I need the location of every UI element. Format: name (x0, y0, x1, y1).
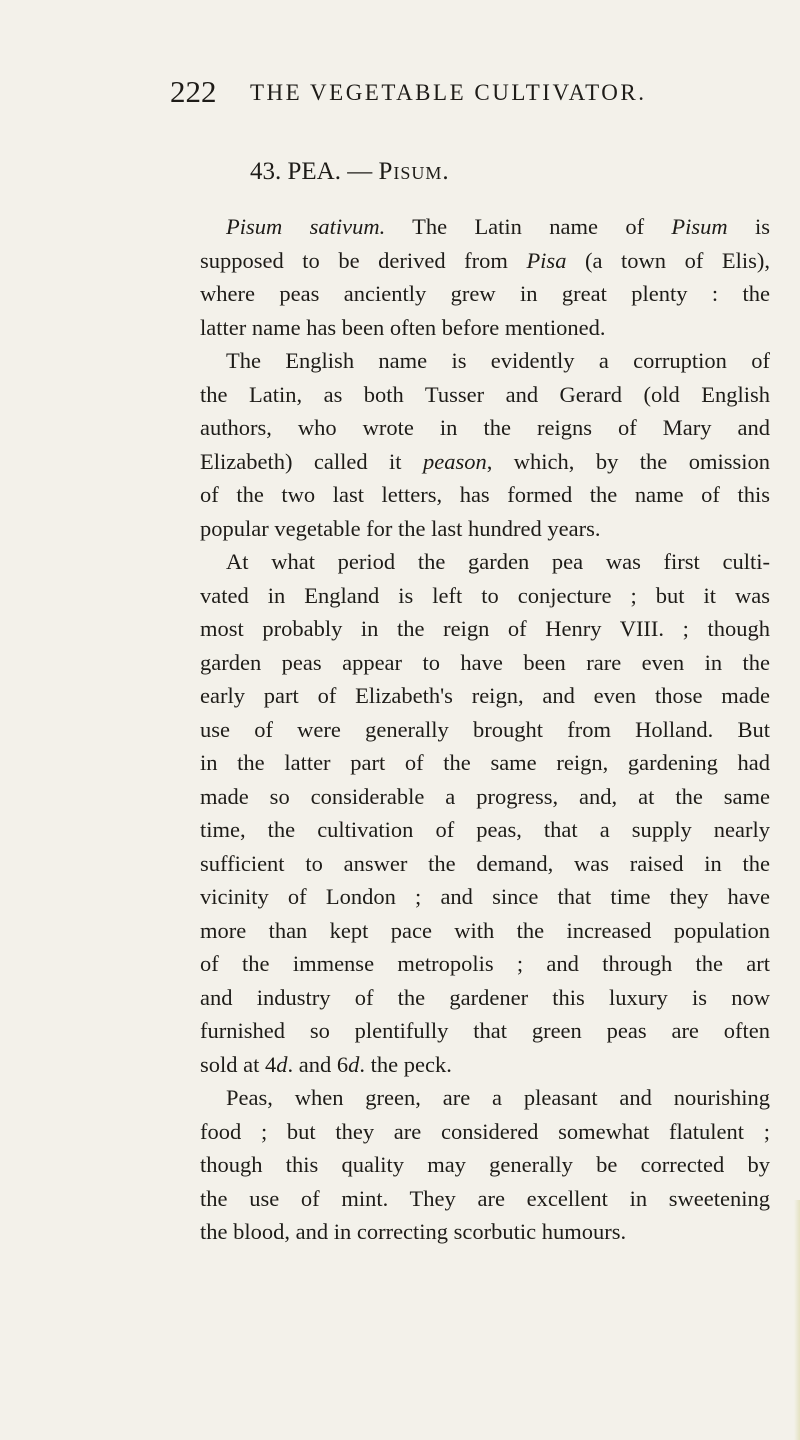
text-line: sold at 4d. and 6d. the peck. (200, 1051, 452, 1077)
text-line: made so considerable a progress, and, at the same (200, 783, 770, 809)
text-line: in the latter part of the same reign, gardening had (200, 750, 770, 775)
text-line: where peas anciently grew in great plenty : the (200, 281, 770, 306)
running-head (170, 74, 730, 110)
section-heading (250, 155, 450, 189)
text-line: early part of Elizabeth's reign, and even those made (200, 683, 770, 708)
text-line: use of were generally brought from Holland. But (200, 716, 770, 742)
text-line: time, the cultivation of peas, that a supply nearly (200, 817, 770, 842)
text-line: At what period the garden pea was first culti- (226, 549, 770, 574)
body-text (200, 210, 770, 1249)
text-line: food ; but they are considered somewhat flatulent ; (200, 1118, 770, 1144)
text-line: vicinity of London ; and since that time they have (200, 884, 770, 909)
text-line: supposed to be derived from Pisa (a town of Elis), (200, 247, 770, 273)
text-line: garden peas appear to have been rare even in the (200, 649, 770, 675)
text-line: The English name is evidently a corruption of (226, 348, 770, 373)
text-line: authors, who wrote in the reigns of Mary and (200, 415, 770, 440)
text-line: Pisum sativum. The Latin name of Pisum is (226, 214, 770, 239)
text-line: and industry of the gardener this luxury is now (200, 984, 770, 1010)
text-line: vated in England is left to conjecture ; but it was (200, 582, 770, 608)
running-title: THE VEGETABLE CULTIVATOR. (250, 80, 647, 105)
text-line: furnished so plentifully that green peas are often (200, 1018, 770, 1043)
page-edge-shadow (794, 1200, 800, 1440)
section-number-title: 43. PEA. — (250, 158, 373, 185)
text-line: the use of mint. They are excellent in sweetening (200, 1185, 770, 1211)
text-line: latter name has been often before mentioned. (200, 314, 606, 340)
text-line: of the immense metropolis ; and through the art (200, 951, 770, 976)
text-line: most probably in the reign of Henry VIII. ; though (200, 616, 770, 641)
text-line: the Latin, as both Tusser and Gerard (old English (200, 381, 770, 407)
text-line: of the two last letters, has formed the name of this (200, 482, 770, 507)
text-line: Elizabeth) called it peason, which, by the omission (200, 448, 770, 474)
section-latin-name: Pisum. (378, 158, 450, 185)
text-line: though this quality may generally be corrected by (200, 1152, 770, 1177)
text-line: popular vegetable for the last hundred years. (200, 515, 601, 541)
page-number: 222 (170, 74, 217, 109)
text-line: Peas, when green, are a pleasant and nourishing (226, 1085, 770, 1110)
text-line: sufficient to answer the demand, was raised in the (200, 850, 770, 876)
text-line: more than kept pace with the increased population (200, 917, 770, 943)
text-line: the blood, and in correcting scorbutic humours. (200, 1219, 627, 1244)
